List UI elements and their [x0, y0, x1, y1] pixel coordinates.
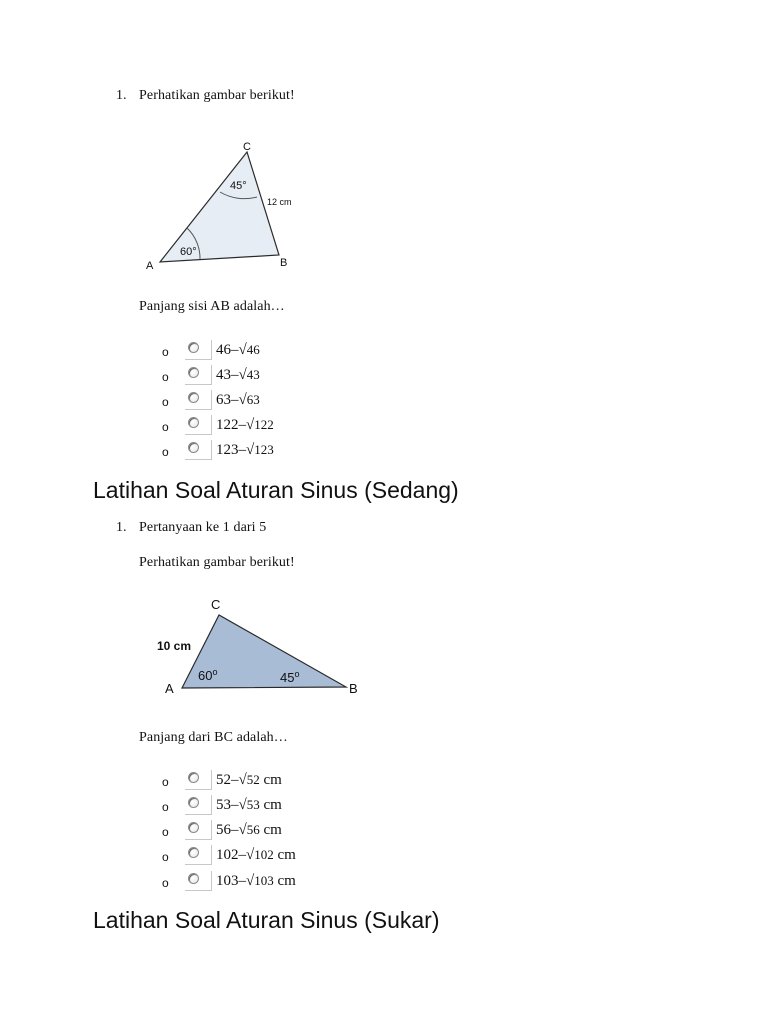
answer-option[interactable]	[162, 365, 462, 389]
list-bullet: o	[162, 775, 169, 789]
vertex-label-a: A	[165, 681, 174, 696]
radio-circle-icon[interactable]	[188, 797, 199, 808]
question-number: 1.	[116, 520, 127, 535]
radio-button[interactable]	[185, 795, 212, 815]
angle-label-a: 60°	[180, 246, 197, 258]
list-bullet: o	[162, 445, 169, 459]
list-bullet: o	[162, 420, 169, 434]
question-counter: Pertanyaan ke 1 dari 5	[139, 520, 267, 535]
radio-button[interactable]	[185, 365, 212, 385]
radio-circle-icon[interactable]	[188, 392, 199, 403]
triangle-shape	[160, 152, 279, 262]
option-label: 52–√52 cm	[216, 772, 282, 788]
option-label: 123–√123	[216, 442, 274, 458]
radio-circle-icon[interactable]	[188, 873, 199, 884]
section-heading-sukar: Latihan Soal Aturan Sinus (Sukar)	[93, 907, 440, 933]
answer-option[interactable]	[162, 340, 462, 364]
option-label: 46–√46	[216, 342, 260, 358]
question-text: Panjang dari BC adalah…	[139, 730, 288, 745]
side-label-cb: 12 cm	[267, 197, 292, 207]
option-label: 43–√43	[216, 367, 260, 383]
list-bullet: o	[162, 395, 169, 409]
vertex-label-b: B	[280, 257, 288, 269]
radio-button[interactable]	[185, 871, 212, 891]
vertex-label-c: C	[243, 141, 251, 153]
radio-circle-icon[interactable]	[188, 367, 199, 378]
angle-label-b: 45$^o$	[280, 669, 300, 685]
option-label: 63–√63	[216, 392, 260, 408]
answer-option[interactable]	[162, 871, 462, 895]
triangle-figure-abc-2	[150, 592, 375, 700]
angle-label-a: 60$^o$	[198, 667, 218, 683]
option-label: 53–√53 cm	[216, 797, 282, 813]
question-prompt: Perhatikan gambar berikut!	[139, 88, 295, 103]
answer-option[interactable]	[162, 390, 462, 414]
option-label: 122–√122	[216, 417, 274, 433]
angle-label-c: 45°	[230, 180, 247, 192]
option-label: 102–√102 cm	[216, 847, 296, 863]
option-label: 103–√103 cm	[216, 873, 296, 889]
radio-button[interactable]	[185, 415, 212, 435]
option-label: 56–√56 cm	[216, 822, 282, 838]
radio-circle-icon[interactable]	[188, 772, 199, 783]
radio-circle-icon[interactable]	[188, 417, 199, 428]
radio-button[interactable]	[185, 845, 212, 865]
answer-option[interactable]	[162, 415, 462, 439]
vertex-label-a: A	[146, 260, 154, 272]
section-heading-sedang: Latihan Soal Aturan Sinus (Sedang)	[93, 477, 459, 503]
list-bullet: o	[162, 370, 169, 384]
triangle-figure-abc-1	[140, 135, 310, 275]
radio-button[interactable]	[185, 340, 212, 360]
answer-option[interactable]	[162, 820, 462, 844]
answer-option[interactable]	[162, 845, 462, 869]
radio-button[interactable]	[185, 440, 212, 460]
vertex-label-b: B	[349, 681, 358, 696]
question-text: Panjang sisi AB adalah…	[139, 299, 285, 314]
list-bullet: o	[162, 825, 169, 839]
radio-circle-icon[interactable]	[188, 342, 199, 353]
list-bullet: o	[162, 876, 169, 890]
answer-option[interactable]	[162, 440, 462, 464]
list-bullet: o	[162, 345, 169, 359]
radio-button[interactable]	[185, 770, 212, 790]
answer-option[interactable]	[162, 795, 462, 819]
question-number: 1.	[116, 88, 127, 103]
radio-button[interactable]	[185, 820, 212, 840]
list-bullet: o	[162, 800, 169, 814]
radio-circle-icon[interactable]	[188, 822, 199, 833]
list-bullet: o	[162, 850, 169, 864]
side-label-ac: 10 cm	[157, 639, 192, 653]
vertex-label-c: C	[211, 597, 221, 612]
answer-option[interactable]	[162, 770, 462, 794]
radio-circle-icon[interactable]	[188, 442, 199, 453]
question-prompt: Perhatikan gambar berikut!	[139, 555, 295, 570]
radio-button[interactable]	[185, 390, 212, 410]
radio-circle-icon[interactable]	[188, 847, 199, 858]
